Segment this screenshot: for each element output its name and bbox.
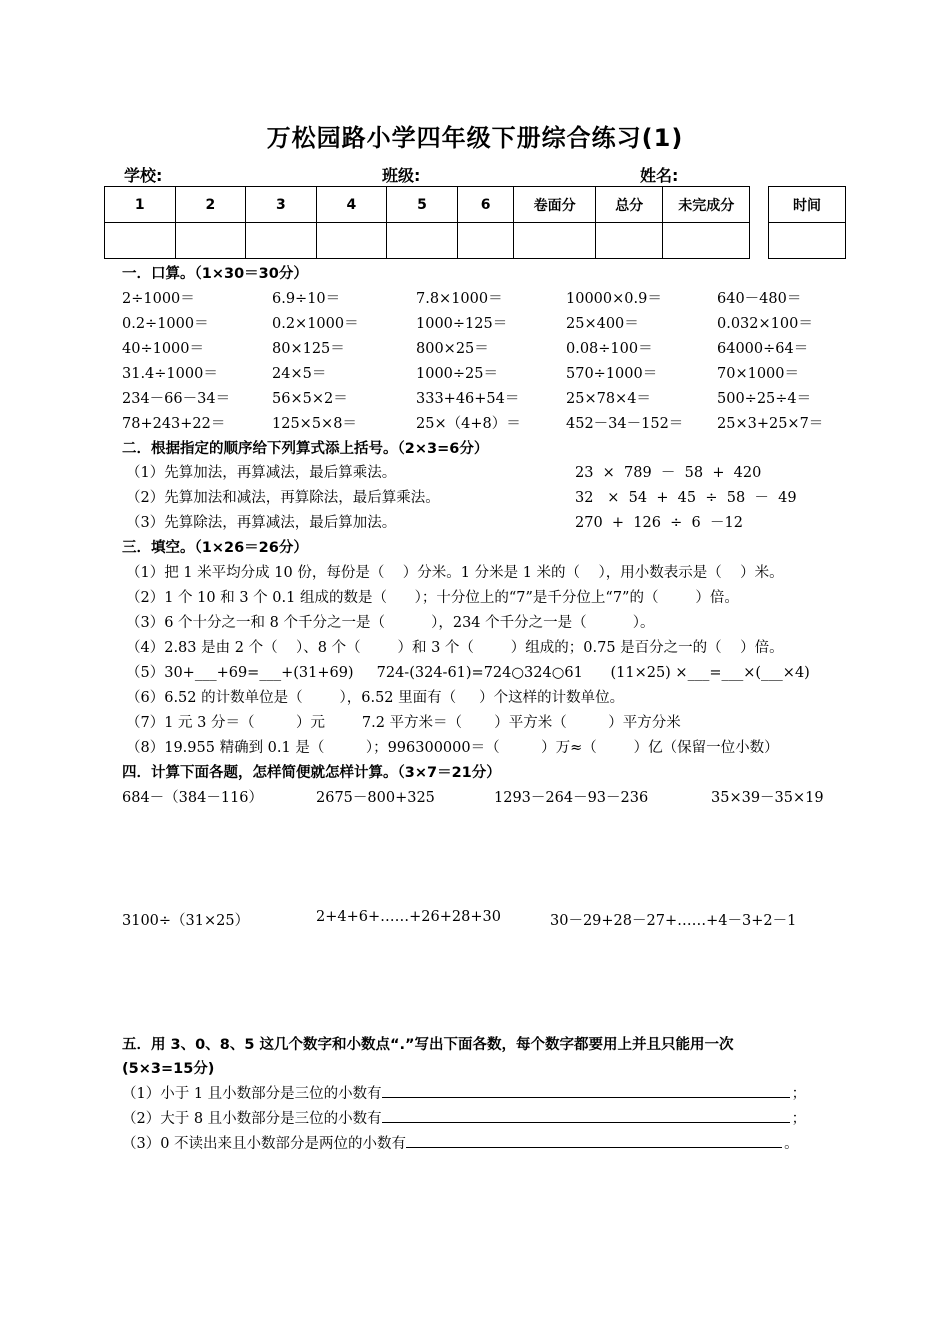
answer-question-2: （2）大于 8 且小数部分是三位的小数有 (122, 1111, 382, 1127)
score-col-2: 2 (175, 187, 246, 223)
oral-calc-item: 570÷1000＝ (566, 366, 658, 382)
answer-blank-2[interactable] (382, 1108, 790, 1123)
oral-calc-item: 78+243+22＝ (122, 416, 226, 432)
oral-calc-item: 640－480＝ (717, 291, 802, 307)
score-cell[interactable] (457, 223, 514, 259)
section-5-score: (5×3=15分) (122, 1061, 215, 1077)
oral-calc-item: 40÷1000＝ (122, 341, 205, 357)
answer-blank-1[interactable] (382, 1083, 790, 1098)
fill-line-1[interactable]: （1）把 1 米平均分成 10 份，每份是（ ）分米。1 分米是 1 米的（ ），用小数表示是（ ）米。 (126, 565, 784, 581)
score-col-6: 6 (457, 187, 514, 223)
school-label: 学校: (124, 166, 163, 185)
answer-end-2: ； (791, 1111, 807, 1127)
oral-calc-item: 452－34－152＝ (566, 416, 684, 432)
answer-end-3: 。 (784, 1136, 799, 1152)
answer-row-3 (122, 1132, 799, 1153)
oral-calc-item: 500÷25÷4＝ (717, 391, 812, 407)
page-title: 万松园路小学四年级下册综合练习(1) (266, 124, 684, 152)
score-cell[interactable] (595, 223, 663, 259)
score-cell[interactable] (246, 223, 317, 259)
bracket-expr-3[interactable]: 270 + 126 ÷ 6 －12 (575, 515, 743, 531)
score-col-paper: 卷面分 (514, 187, 596, 223)
fill-line-7[interactable]: （7）1 元 3 分＝（ ）元 7.2 平方米＝（ ）平方米（ ）平方分米 (126, 715, 681, 731)
bracket-expr-2[interactable]: 32 × 54 + 45 ÷ 58 － 49 (575, 490, 797, 506)
section-4-title: 四．计算下面各题，怎样简便就怎样计算。（3×7＝21分） (122, 765, 501, 781)
oral-calc-item: 0.2×1000＝ (272, 316, 359, 332)
score-cell[interactable] (175, 223, 246, 259)
score-col-1: 1 (105, 187, 176, 223)
oral-calc-item: 25×3+25×7＝ (717, 416, 824, 432)
oral-calc-item: 7.8×1000＝ (416, 291, 503, 307)
answer-end-1: ； (791, 1086, 807, 1102)
oral-calc-item: 25×78×4＝ (566, 391, 651, 407)
oral-calc-item: 125×5×8＝ (272, 416, 357, 432)
time-cell[interactable] (769, 223, 846, 259)
section-3-title: 三．填空。（1×26＝26分） (122, 540, 308, 556)
oral-calc-item: 6.9÷10＝ (272, 291, 341, 307)
fill-line-8[interactable]: （8）19.955 精确到 0.1 是（ ）；996300000＝（ ）万≈（ ）亿（保留一位小数） (126, 740, 779, 756)
time-table (768, 186, 846, 259)
oral-calc-item: 10000×0.9＝ (566, 291, 662, 307)
oral-calc-item: 64000÷64＝ (717, 341, 809, 357)
calc-problem: 684－（384－116） (122, 790, 264, 806)
oral-calc-item: 333+46+54＝ (416, 391, 520, 407)
bracket-question-2: （2）先算加法和减法，再算除法，最后算乘法。 (126, 490, 440, 506)
oral-calc-item: 25×400＝ (566, 316, 639, 332)
bracket-question-3: （3）先算除法，再算减法，最后算加法。 (126, 515, 397, 531)
score-cell[interactable] (663, 223, 750, 259)
oral-calc-item: 800×25＝ (416, 341, 489, 357)
time-label: 时间 (769, 187, 846, 223)
score-cell[interactable] (316, 223, 387, 259)
score-cell[interactable] (514, 223, 596, 259)
calc-problem: 2+4+6+……+26+28+30 (316, 909, 501, 925)
fill-line-2[interactable]: （2）1 个 10 和 3 个 0.1 组成的数是（ ）；十分位上的“7”是千分位上“7”的（ ）倍。 (126, 590, 739, 606)
score-table (104, 186, 750, 259)
oral-calc-item: 80×125＝ (272, 341, 345, 357)
section-5-title: 五．用 3、0、8、5 这几个数字和小数点“.”写出下面各数，每个数字都要用上并且只能用一次 (122, 1037, 734, 1053)
oral-calc-item: 1000÷125＝ (416, 316, 508, 332)
calc-problem: 30－29+28－27+……+4－3+2－1 (550, 913, 797, 929)
fill-line-3[interactable]: （3）6 个十分之一和 8 个千分之一是（ ），234 个千分之一是（ ）。 (126, 615, 655, 631)
score-col-3: 3 (246, 187, 317, 223)
score-col-4: 4 (316, 187, 387, 223)
calc-problem: 35×39－35×19 (711, 790, 824, 806)
answer-question-1: （1）小于 1 且小数部分是三位的小数有 (122, 1086, 382, 1102)
oral-calc-item: 0.032×100＝ (717, 316, 813, 332)
oral-calc-item: 31.4÷1000＝ (122, 366, 218, 382)
oral-calc-item: 234－66－34＝ (122, 391, 231, 407)
oral-calc-item: 2÷1000＝ (122, 291, 195, 307)
score-cell[interactable] (105, 223, 176, 259)
oral-calc-item: 56×5×2＝ (272, 391, 348, 407)
score-col-total: 总分 (595, 187, 663, 223)
oral-calc-item: 0.2÷1000＝ (122, 316, 209, 332)
bracket-question-1: （1）先算加法，再算减法，最后算乘法。 (126, 465, 397, 481)
calc-problem: 2675－800+325 (316, 790, 435, 806)
oral-calc-item: 24×5＝ (272, 366, 327, 382)
oral-calc-item: 70×1000＝ (717, 366, 800, 382)
oral-calc-item: 25×（4+8）＝ (416, 416, 521, 432)
answer-blank-3[interactable] (406, 1133, 782, 1148)
name-label: 姓名: (640, 166, 679, 185)
fill-line-6[interactable]: （6）6.52 的计数单位是（ ），6.52 里面有（ ）个这样的计数单位。 (126, 690, 625, 706)
bracket-expr-1[interactable]: 23 × 789 － 58 + 420 (575, 465, 762, 481)
score-col-5: 5 (387, 187, 458, 223)
section-1-title: 一．口算。（1×30＝30分） (122, 266, 308, 282)
fill-line-4[interactable]: （4）2.83 是由 2 个（ ）、8 个（ ）和 3 个（ ）组成的；0.75 是百分之一的（ ）倍。 (126, 640, 784, 656)
answer-row-1 (122, 1082, 806, 1103)
class-label: 班级: (382, 166, 421, 185)
oral-calc-item: 1000÷25＝ (416, 366, 499, 382)
answer-question-3: （3）0 不读出来且小数部分是两位的小数有 (122, 1136, 407, 1152)
answer-row-2 (122, 1107, 806, 1128)
score-cell[interactable] (387, 223, 458, 259)
score-col-unfinished: 未完成分 (663, 187, 750, 223)
fill-line-5[interactable]: （5）30+___+69=___+(31+69) 724-(324-61)=724○324○61 (11×25) ×___=___×(___×4) (126, 665, 810, 681)
calc-problem: 1293－264－93－236 (494, 790, 649, 806)
calc-problem: 3100÷（31×25） (122, 913, 250, 929)
section-2-title: 二．根据指定的顺序给下列算式添上括号。（2×3=6分） (122, 441, 489, 457)
oral-calc-item: 0.08÷100＝ (566, 341, 653, 357)
